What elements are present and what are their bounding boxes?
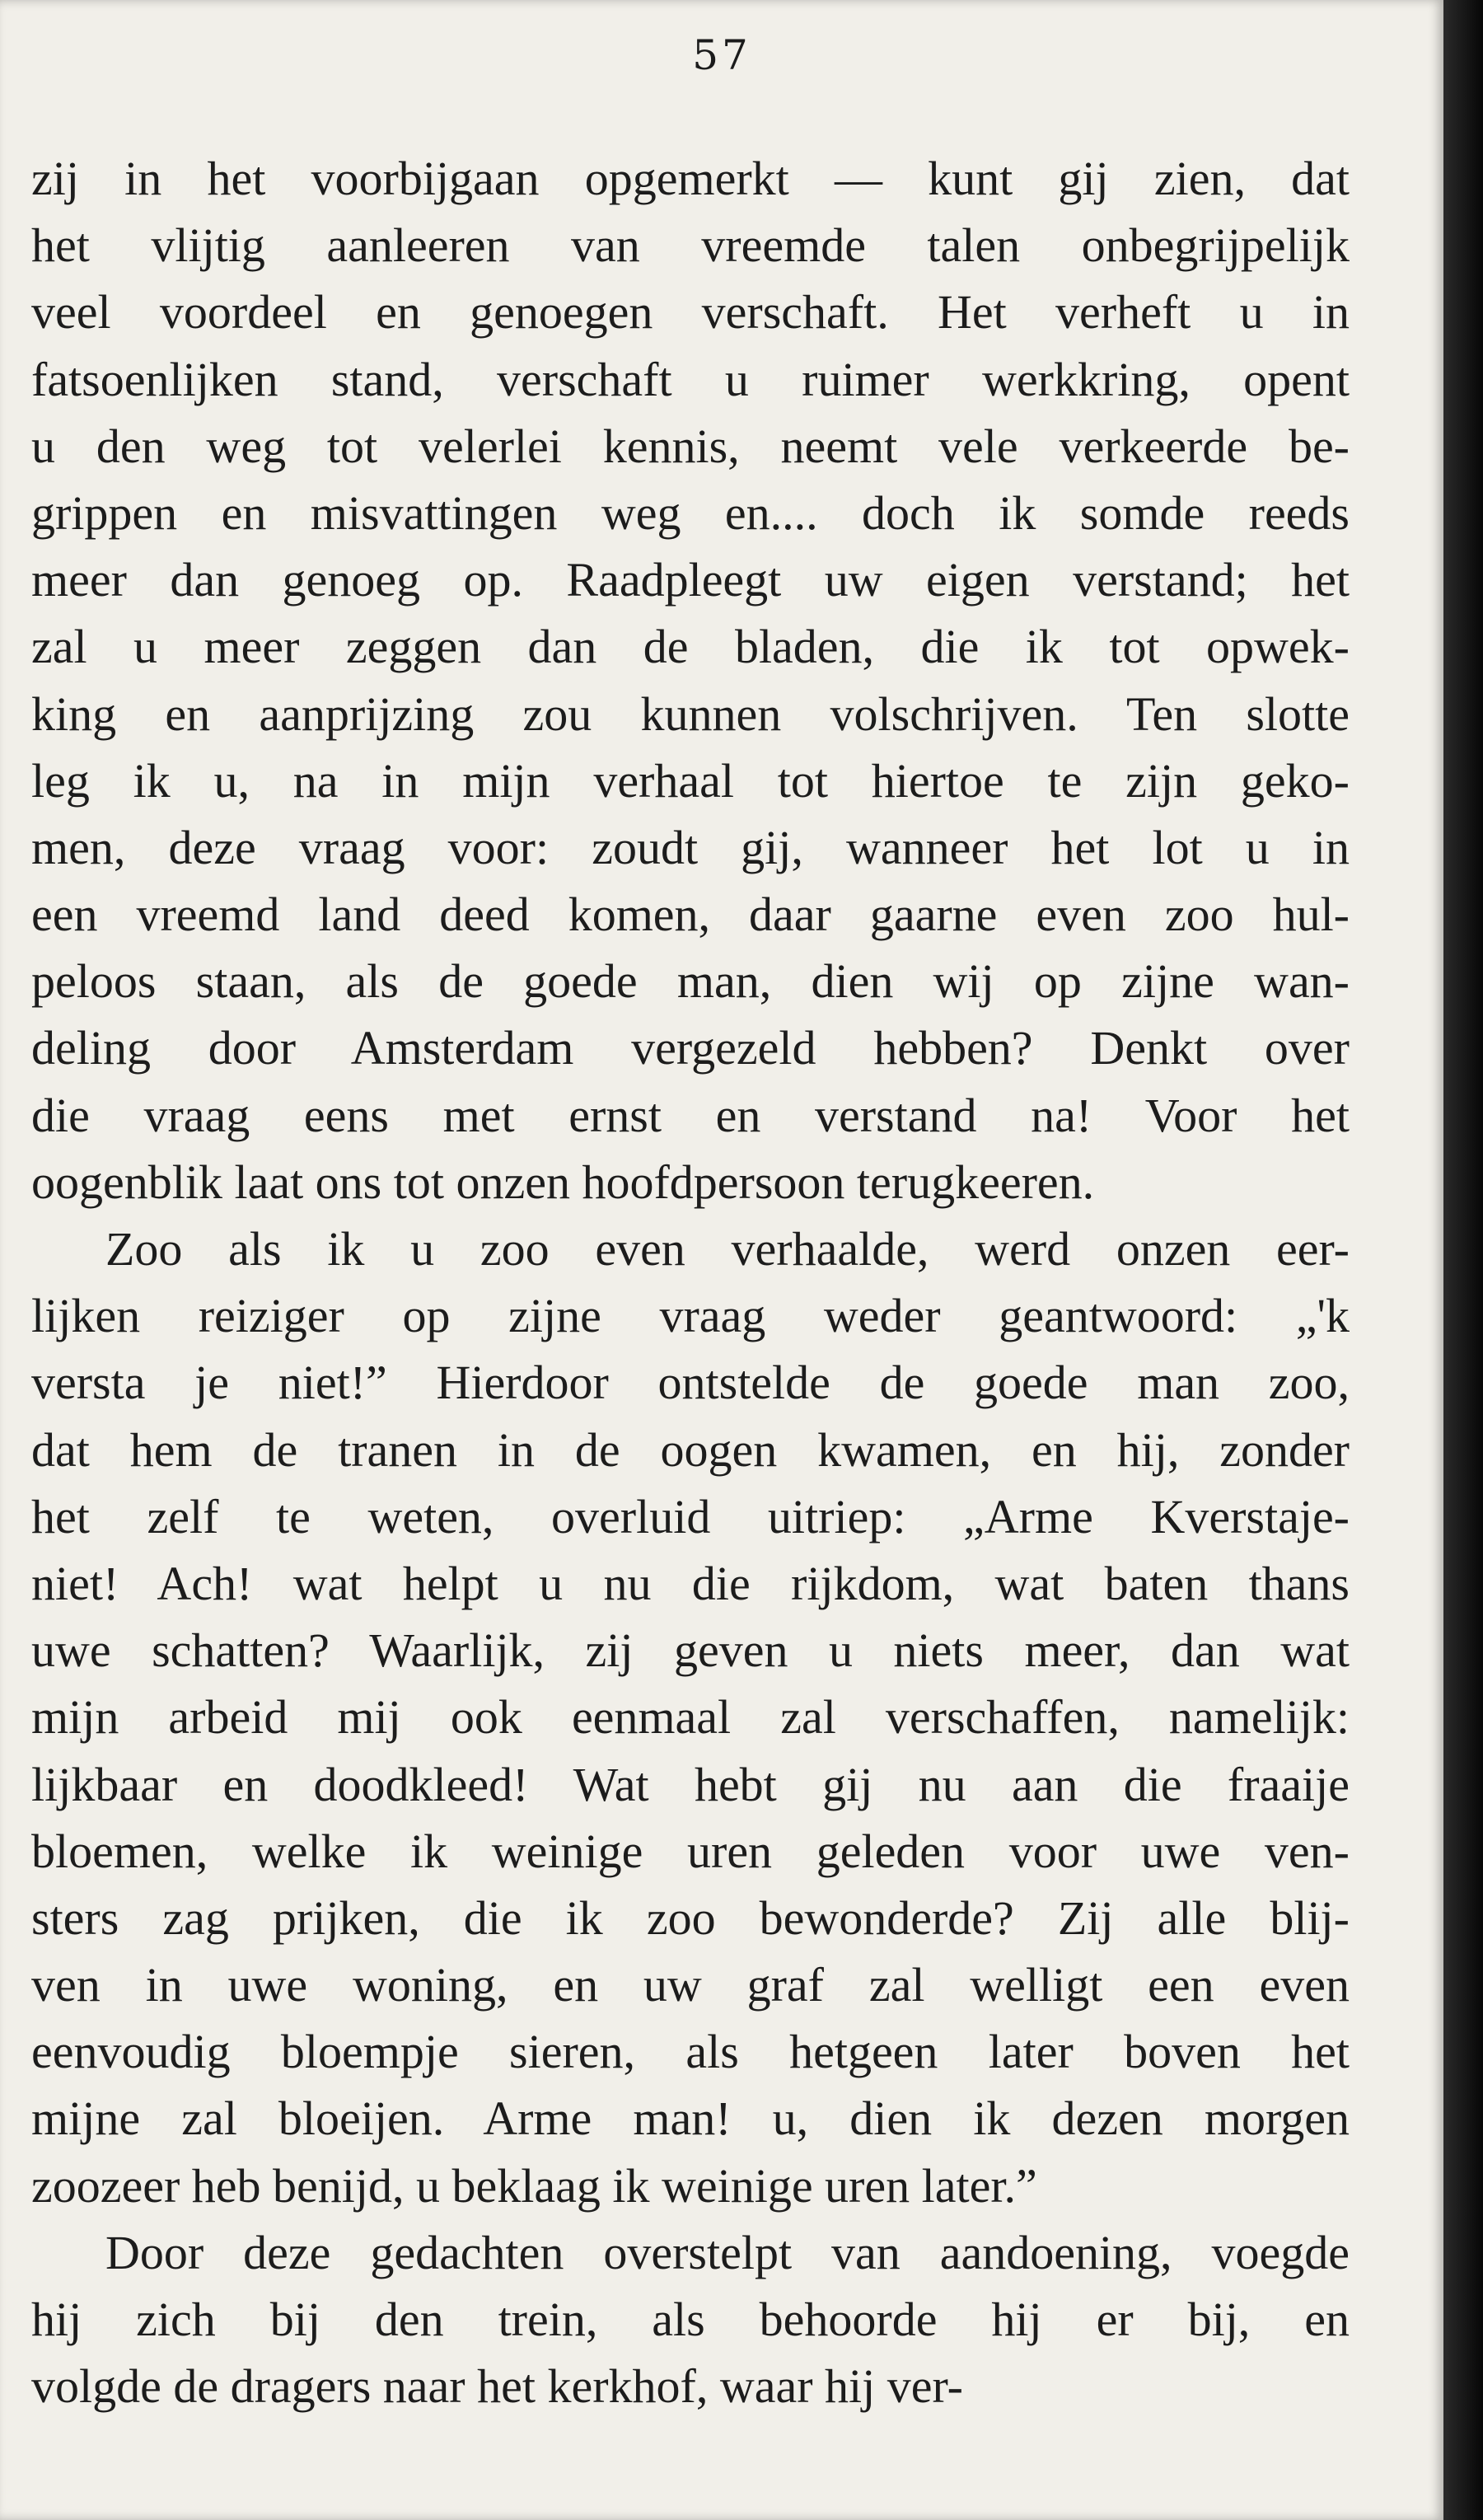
text-line: peloos staan, als de goede man, dien wij op zijne wan- — [31, 954, 1350, 1009]
text-line: mijn arbeid mij ook eenmaal zal verschaffen, namelijk: — [31, 1690, 1350, 1745]
text-line: oogenblik laat ons tot onzen hoofdpersoon terugkeeren. — [31, 1155, 1095, 1209]
text-line: Door deze gedachten overstelpt van aandoening, voegde — [105, 2225, 1350, 2279]
paragraph — [31, 145, 1350, 1216]
text-line: ven in uwe woning, en uw graf zal welligt een even — [31, 1958, 1350, 2012]
text-line: het zelf te weten, overluid uitriep: „Arme Kverstaje- — [31, 1489, 1350, 1543]
page-number: 57 — [692, 31, 751, 79]
text-line: zal u meer zeggen dan de bladen, die ik tot opwek- — [31, 620, 1350, 674]
text-line: het vlijtig aanleeren van vreemde talen onbegrijpelijk — [31, 218, 1350, 273]
text-line: lijken reiziger op zijne vraag weder geantwoord: „'k — [31, 1289, 1350, 1343]
text-line: versta je niet!” Hierdoor ontstelde de goede man zoo, — [31, 1356, 1350, 1410]
page-edge-shadow — [1443, 0, 1483, 2520]
text-line: mijne zal bloeijen. Arme man! u, dien ik dezen morgen — [31, 2091, 1350, 2146]
text-line: zoozeer heb benijd, u beklaag ik weinige uren later.” — [31, 2158, 1037, 2213]
text-line: fatsoenlijken stand, verschaft u ruimer werkkring, opent — [31, 352, 1350, 406]
text-line: dat hem de tranen in de oogen kwamen, en hij, zonder — [31, 1422, 1350, 1477]
text-line: zij in het voorbijgaan opgemerkt — kunt gij zien, dat — [31, 152, 1350, 205]
text-line: hij zich bij den trein, als behoorde hij er bij, en — [31, 2293, 1350, 2346]
text-line: een vreemd land deed komen, daar gaarne even zoo hul- — [31, 888, 1350, 942]
text-line: grippen en misvattingen weg en.... doch ik somde reeds — [31, 485, 1350, 540]
text-line: die vraag eens met ernst en verstand na! Voor het — [31, 1088, 1350, 1142]
text-line: Zoo als ik u zoo even verhaalde, werd onzen eer- — [105, 1222, 1350, 1276]
text-line: niet! Ach! wat helpt u nu die rijkdom, wat baten thans — [31, 1556, 1350, 1610]
text-line: bloemen, welke ik weinige uren geleden voor uwe ven- — [31, 1824, 1350, 1878]
paragraph — [31, 2219, 1350, 2420]
text-line: king en aanprijzing zou kunnen volschrijven. Ten slotte — [31, 686, 1350, 741]
text-line: men, deze vraag voor: zoudt gij, wanneer het lot u in — [31, 820, 1350, 874]
text-line: uwe schatten? Waarlijk, zij geven u niets meer, dan wat — [31, 1623, 1350, 1678]
text-line: sters zag prijken, die ik zoo bewonderde? Zij alle blij- — [31, 1890, 1350, 1945]
paragraph — [31, 1216, 1350, 2219]
text-line: deling door Amsterdam vergezeld hebben? Denkt over — [31, 1021, 1350, 1075]
text-line: volgde de dragers naar het kerkhof, waar hij ver- — [31, 2359, 963, 2414]
text-line: leg ik u, na in mijn verhaal tot hiertoe te zijn geko- — [31, 753, 1350, 808]
body-text — [31, 145, 1350, 2419]
text-line: veel voordeel en genoegen verschaft. Het verheft u in — [31, 285, 1350, 340]
text-line: meer dan genoeg op. Raadpleegt uw eigen verstand; het — [31, 553, 1350, 607]
text-line: u den weg tot velerlei kennis, neemt vele verkeerde be- — [31, 419, 1350, 473]
text-line: eenvoudig bloempje sieren, als hetgeen later boven het — [31, 2025, 1350, 2079]
text-line: lijkbaar en doodkleed! Wat hebt gij nu aan die fraaije — [31, 1757, 1350, 1811]
